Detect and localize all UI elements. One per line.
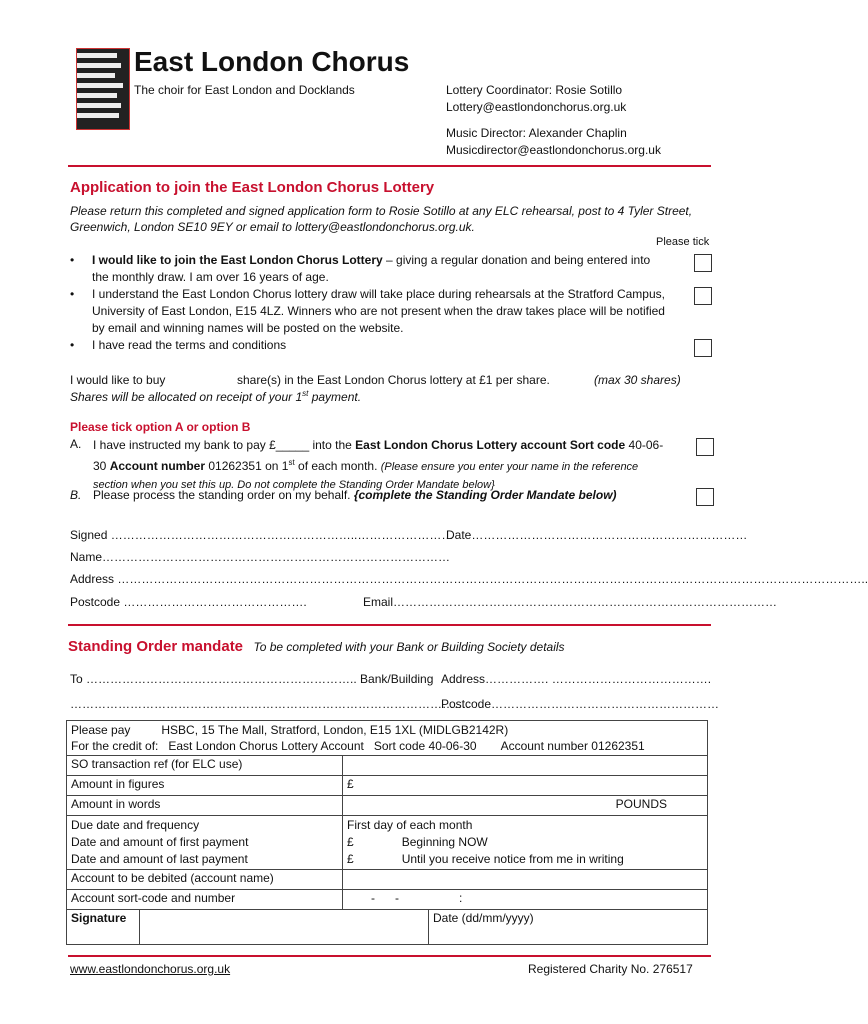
sort-code-row [67,890,708,910]
declaration-item-draw [68,286,668,337]
option-a-note: (Please ensure you enter your name in the reference section when you set this up. Do not complete the Standing Order Mandate below} [93,461,639,491]
shares-label-start: I would like to buy [70,373,166,387]
please-pay-cell [67,721,708,756]
email-field[interactable]: Email…………………………………………………………………………………… [363,595,778,609]
debit-account-value[interactable] [343,870,708,890]
header-divider [68,165,711,167]
option-b-text [93,488,617,502]
bullet: • [70,338,75,352]
shares-allocation-note [70,389,361,404]
signature-date-field[interactable]: Date (dd/mm/yyyy) [429,910,708,945]
bank-address-field[interactable]: Address……………. …………………………………. [441,672,712,686]
option-b-checkbox[interactable] [696,488,714,506]
option-a-bold2: Account number [109,459,206,473]
signature-input[interactable] [140,910,429,945]
credit-label: For the credit of: [71,739,159,753]
declaration-list [68,252,668,354]
credit-account: East London Chorus Lottery Account [168,739,364,753]
first-payment-label: Date and amount of first payment [71,835,249,849]
join-checkbox[interactable] [694,254,712,272]
option-a-part4: of each month. [294,459,381,473]
draw-text: I understand the East London Chorus lottery draw will take place during rehearsals at the Stratford Campus, University of East London, E15 4LZ. Winners who are not present when the draw takes place will be notified by email and winning names will be posted on the website. [92,287,665,335]
option-a-part3: 01262351 on 1 [205,459,289,473]
credit-account-number: Account number 01262351 [500,739,645,753]
footer-divider [68,955,711,957]
last-payment-label: Date and amount of last payment [71,852,248,866]
shares-max-note: (max 30 shares) [594,373,681,387]
please-pay-value: HSBC, 15 The Mall, Stratford, London, E15 1XL (MIDLGB2142R) [161,723,509,737]
please-pay-row [67,721,708,756]
so-ref-label: SO transaction ref (for ELC use) [67,756,343,776]
last-payment-currency: £ [347,852,354,866]
dates-labels [67,816,343,870]
coordinator-line: Lottery Coordinator: Rosie Sotillo [446,83,623,97]
amount-figures-value[interactable]: £ [343,776,708,796]
option-a-text [93,437,668,494]
bank-to-field[interactable]: To ………………………………………………………….. Bank/Building [70,672,434,686]
amount-words-value[interactable]: POUNDS [343,796,708,816]
signed-field[interactable]: Signed ……………………………………………………..…………………… [70,528,454,542]
last-payment-value: Until you receive notice from me in writing [401,852,624,866]
first-payment-currency: £ [347,835,354,849]
option-a-part2: 40-06-30 [93,438,664,473]
debit-account-row [67,870,708,890]
subtitle: The choir for East London and Docklands [134,83,355,97]
allocation-text-end: payment. [308,390,362,404]
bank-postcode-field[interactable]: Postcode………………………………………………… [441,697,720,711]
piano-logo [76,48,130,130]
amount-figures-label: Amount in figures [67,776,343,796]
first-payment-value: Beginning NOW [401,835,488,849]
name-field[interactable]: Name…………………………………………………………………………… [70,550,451,564]
so-ref-row [67,756,708,776]
terms-checkbox[interactable] [694,339,712,357]
coordinator-email-link[interactable]: Lottery@eastlondonchorus.org.uk [446,100,627,114]
signature-row [67,910,708,945]
option-b-part: Please process the standing order on my behalf. [93,488,354,502]
bullet: • [70,287,75,301]
option-a-checkbox[interactable] [696,438,714,456]
declaration-item-join [68,252,668,286]
address-field[interactable]: Address …………………………………………………………………………………………………………………………………………………………………….. [70,572,868,586]
option-a-sup: st [288,458,295,467]
option-a-bold1: East London Chorus Lottery account Sort code [355,438,626,452]
option-a-part1: I have instructed my bank to pay £_____ into the [93,438,356,452]
due-date-value: First day of each month [347,818,473,832]
draw-checkbox[interactable] [694,287,712,305]
sort-code-value[interactable]: - - : [343,890,708,910]
so-ref-value[interactable] [343,756,708,776]
bullet: • [70,253,75,267]
charity-number: Registered Charity No. 276517 [528,962,693,976]
dates-values[interactable] [343,816,708,870]
allocation-text: Shares will be allocated on receipt of your 1 [70,390,303,404]
signature-table [66,909,708,945]
amount-words-label: Amount in words [67,796,343,816]
dates-rows [67,816,708,870]
option-b-bold: {complete the Standing Order Mandate below) [353,488,617,502]
amount-words-row [67,796,708,816]
standing-order-table [66,720,708,910]
shares-label-end: share(s) in the East London Chorus lottery at £1 per share. [237,373,550,387]
please-pay-label: Please pay [71,723,131,737]
amount-figures-row [67,776,708,796]
postcode-field[interactable]: Postcode ………………………………………. [70,595,307,609]
shares-count-input[interactable] [182,371,236,387]
application-heading: Application to join the East London Chorus Lottery [70,179,435,196]
mandate-heading-row [68,638,565,656]
join-bold: I would like to join the East London Chorus Lottery [92,253,383,267]
please-tick-label: Please tick [656,236,710,248]
mandate-heading: Standing Order mandate [68,638,244,655]
mandate-subheading: To be completed with your Bank or Building Society details [253,640,565,654]
option-b-label: B. [70,488,82,502]
mandate-divider [68,624,711,626]
debit-account-label: Account to be debited (account name) [67,870,343,890]
terms-text: I have read the terms and conditions [92,338,287,352]
due-date-label: Due date and frequency [71,818,200,832]
director-line: Music Director: Alexander Chaplin [446,126,627,140]
bank-society-field[interactable]: ………………………………………………………………………………………. [70,697,470,711]
option-a-label: A. [70,437,82,451]
director-email-link[interactable]: Musicdirector@eastlondonchorus.org.uk [446,143,661,157]
options-heading: Please tick option A or option B [70,420,251,434]
sort-code-label: Account sort-code and number [67,890,343,910]
allocation-sup: st [302,389,309,398]
credit-sort-code: Sort code 40-06-30 [373,739,477,753]
date-field[interactable]: Date…………………………………………………………… [446,528,748,542]
signature-label: Signature [67,910,140,945]
join-text: – giving a regular donation and being entered into the monthly draw. I am over 16 years of age. [92,253,651,284]
page-title: East London Chorus [134,46,410,77]
website-link[interactable]: www.eastlondonchorus.org.uk [70,962,231,976]
declaration-item-terms [68,337,668,354]
application-instructions: Please return this completed and signed application form to Rosie Sotillo at any ELC rehearsal, post to 4 Tyler Street, Greenwich, London SE10 9EY or email to lottery@eastlondonchorus.org.uk. [70,204,693,234]
